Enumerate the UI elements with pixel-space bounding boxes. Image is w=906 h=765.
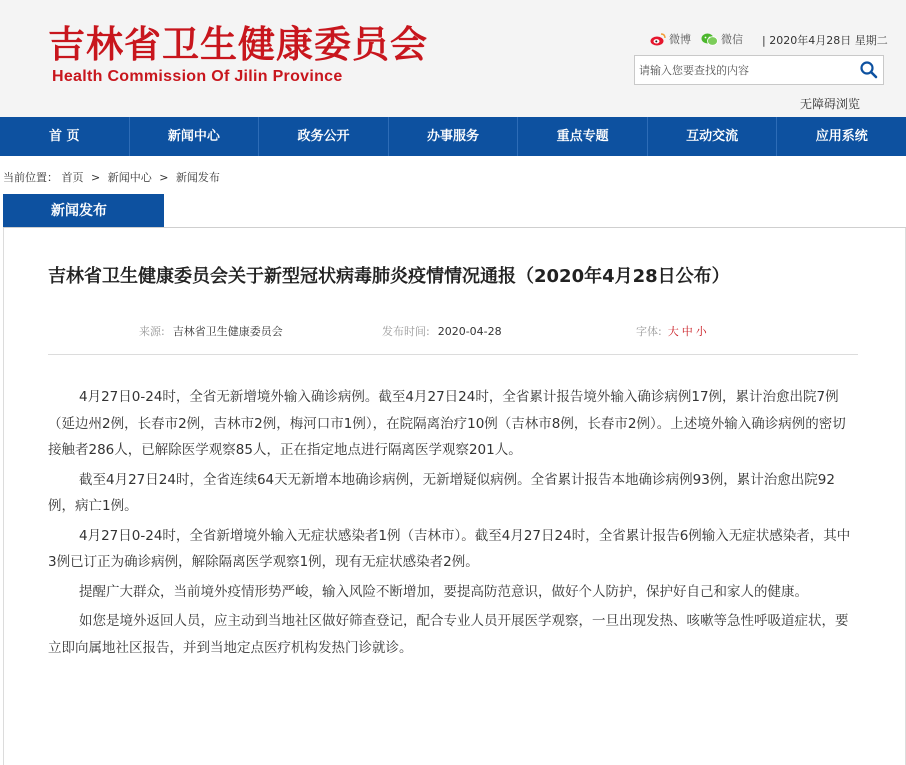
- font-size-large[interactable]: 大: [667, 325, 679, 338]
- date-label: 发布时间:: [382, 325, 430, 338]
- breadcrumb-news-release[interactable]: 新闻发布: [175, 171, 220, 184]
- breadcrumb-separator: >: [159, 171, 169, 184]
- font-size-small[interactable]: 小: [695, 325, 707, 338]
- article-paragraph: 4月27日0-24时，全省无新增境外输入确诊病例。截至4月27日24时，全省累计报告境外输入确诊病例17例，累计治愈出院7例（延边州2例，长春市2例，吉林市2例，梅河口市1例），在院隔离治疗10例（吉林市8例，长春市2例）。上述境外输入确诊病例的密切接触者286人，已解除医学观察85人，正在指定地点进行隔离医学观察201人。: [48, 389, 846, 458]
- current-date: | 2020年4月28日 星期二: [762, 34, 888, 47]
- article-paragraph: 截至4月27日24时，全省连续64天无新增本地确诊病例，无新增疑似病例。全省累计报告本地确诊病例93例，累计治愈出院92例，病亡1例。: [48, 471, 835, 514]
- source-value: 吉林省卫生健康委员会: [172, 325, 283, 338]
- source-label: 来源:: [139, 325, 165, 338]
- section-title: 新闻发布: [3, 194, 164, 228]
- article-paragraph: 如您是境外返回人员，应主动到当地社区做好筛查登记，配合专业人员开展医学观察，一旦出现发热、咳嗽等急性呼吸道症状，要立即向属地社区报告，并到当地定点医疗机构发热门诊就诊。: [48, 613, 849, 656]
- wechat-label: 微信: [721, 33, 743, 46]
- section-header: [0, 194, 906, 228]
- font-label: 字体:: [636, 325, 662, 338]
- social-links: [650, 31, 753, 47]
- wechat-icon: [701, 33, 718, 46]
- font-size-medium[interactable]: 中: [681, 325, 693, 338]
- nav-item-applications[interactable]: 应用系统: [815, 129, 868, 144]
- article-body: [48, 384, 858, 664]
- breadcrumb-separator: >: [91, 171, 101, 184]
- site-logo-chinese[interactable]: 吉林省卫生健康委员会: [48, 22, 428, 66]
- weibo-label: 微博: [669, 33, 691, 46]
- nav-item-home[interactable]: 首 页: [0, 117, 130, 156]
- breadcrumb-home[interactable]: 首页: [61, 171, 84, 184]
- breadcrumb-news-center[interactable]: 新闻中心: [107, 171, 152, 184]
- font-size-control: [636, 323, 707, 339]
- nav-item-news-center[interactable]: 新闻中心: [130, 117, 260, 156]
- search-box: [634, 55, 884, 85]
- article-title: 吉林省卫生健康委员会关于新型冠状病毒肺炎疫情情况通报（2020年4月28日公布）: [48, 266, 730, 287]
- date-value: 2020-04-28: [437, 325, 502, 338]
- site-logo-english[interactable]: Health Commission Of Jilin Province: [52, 68, 343, 85]
- nav-item-government-affairs[interactable]: 政务公开: [259, 117, 389, 156]
- nav-item-interaction[interactable]: 互动交流: [648, 117, 778, 156]
- wechat-link[interactable]: [701, 31, 743, 47]
- weibo-link[interactable]: [650, 31, 691, 47]
- article-paragraph: 4月27日0-24时，全省新增境外输入无症状感染者1例（吉林市）。截至4月27日24时，全省累计报告6例输入无症状感染者，其中3例已订正为确诊病例，解除隔离医学观察1例，现有无症状感染者2例。: [48, 527, 851, 570]
- nav-item-key-topics[interactable]: 重点专题: [518, 117, 648, 156]
- nav-item-services[interactable]: 办事服务: [389, 117, 519, 156]
- article-date: [382, 323, 502, 339]
- accessibility-link[interactable]: 无障碍浏览: [800, 97, 861, 111]
- weibo-icon: [650, 33, 666, 46]
- breadcrumb: [3, 169, 224, 185]
- site-header: [0, 0, 906, 117]
- meta-divider: [48, 354, 858, 355]
- breadcrumb-prefix: 当前位置：: [3, 171, 58, 184]
- article-paragraph: 提醒广大群众，当前境外疫情形势严峻，输入风险不断增加，要提高防范意识，做好个人防护，保护好自己和家人的健康。: [79, 583, 808, 600]
- main-nav: [0, 117, 906, 156]
- search-input[interactable]: [639, 61, 849, 79]
- search-icon[interactable]: [859, 60, 879, 80]
- article-source: [139, 323, 283, 339]
